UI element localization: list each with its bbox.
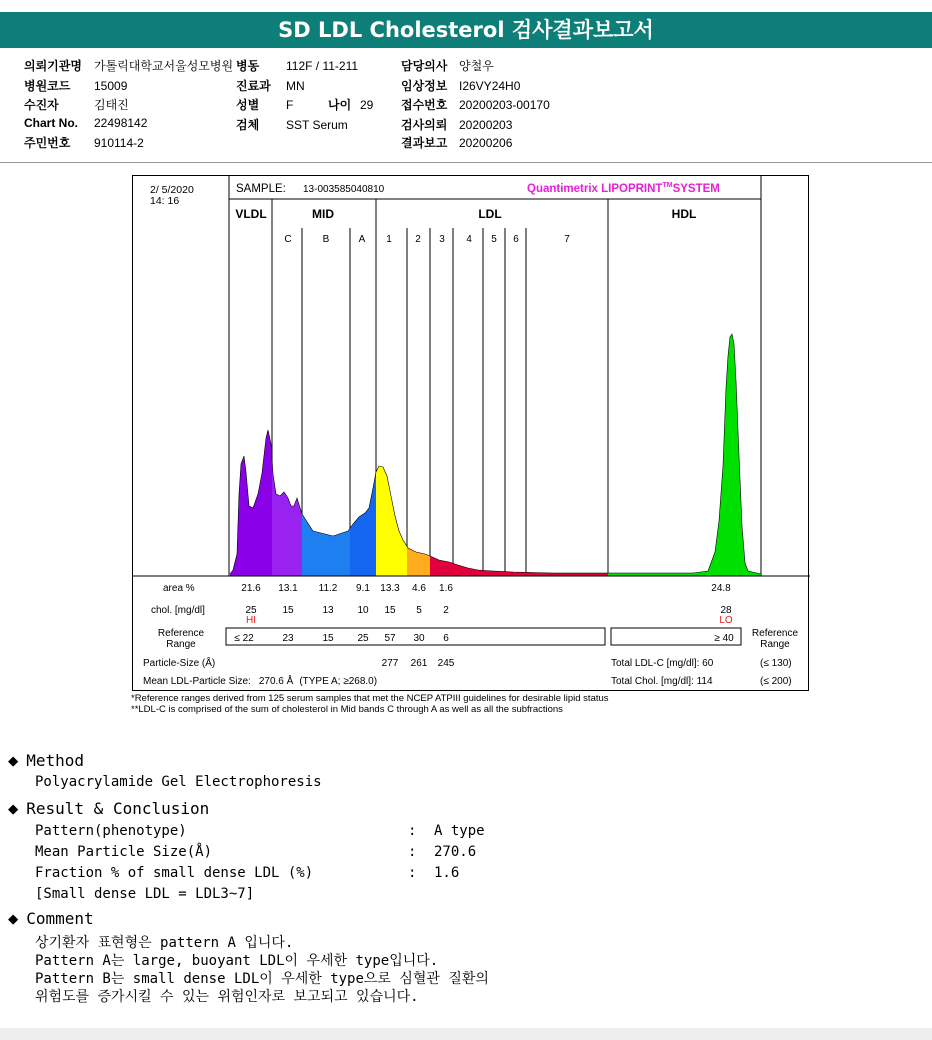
- result-sep: :: [408, 865, 417, 881]
- fill-mid-a: [350, 326, 376, 576]
- zone-mid: MID: [312, 207, 334, 221]
- zone-ldl: LDL: [478, 207, 502, 221]
- band-5-label: 5: [491, 234, 497, 245]
- fill-ldl-small: [453, 326, 608, 576]
- info-ward: 병동 112F / 11-211: [236, 59, 359, 73]
- result-value-size: 270.6: [434, 844, 477, 860]
- diamond-icon: ◆: [8, 799, 19, 819]
- band-b-label: B: [322, 234, 330, 245]
- band-fills: [230, 326, 761, 576]
- row-label-chol: chol. [mg/dl]: [151, 605, 205, 616]
- method-heading: ◆ Method: [8, 751, 85, 771]
- fill-hdl: [608, 326, 761, 576]
- lipoprint-report: [132, 175, 809, 691]
- ref-right-label2: Range: [760, 639, 790, 650]
- info-specimen: 검체 SST Serum: [236, 118, 348, 132]
- area-row: [241, 583, 731, 594]
- fill-mid-b: [302, 326, 350, 576]
- zone-vldl: VLDL: [235, 207, 267, 221]
- info-report-date: 결과보고 20200206: [401, 136, 513, 150]
- info-age: 나이 29: [328, 98, 374, 112]
- area-ldl1: 13.3: [380, 583, 400, 594]
- lipoprint-graph: [133, 176, 810, 692]
- band-a-label: A: [358, 234, 366, 245]
- info-department: 진료과 MN: [236, 79, 305, 93]
- area-vldl: 21.6: [241, 583, 261, 594]
- ref-hdl: ≥ 40: [714, 633, 734, 644]
- footnote-1: *Reference ranges derived from 125 serum samples that met the NCEP ATPIII guidelines for desirable lipid status: [131, 693, 609, 704]
- area-b: 11.2: [318, 583, 338, 594]
- total-ldl-ref: (≤ 130): [760, 658, 792, 669]
- total-chol: Total Chol. [mg/dl]: 114: [611, 676, 713, 687]
- chol-ldl1: 15: [384, 605, 396, 616]
- method-text: Polyacrylamide Gel Electrophoresis: [35, 774, 322, 790]
- sample-label: SAMPLE:: [236, 183, 286, 195]
- area-a: 9.1: [356, 583, 370, 594]
- fill-ldl2: [407, 326, 430, 576]
- header-divider: [0, 162, 932, 163]
- info-receipt-no: 접수번호 20200203-00170: [401, 98, 550, 112]
- chol-ldl2: 5: [416, 605, 422, 616]
- comment-line-2: Pattern A는 large, buoyant LDL이 우세한 type입니다.: [35, 953, 439, 969]
- result-value-pattern: A type: [434, 823, 485, 839]
- ref-ldl1: 57: [384, 633, 396, 644]
- ref-right-label1: Reference: [751, 628, 799, 639]
- system-name: Quantimetrix LIPOPRINT™SYSTEM: [527, 182, 720, 195]
- bottom-bar: [0, 1028, 932, 1040]
- row-label-psize: Particle-Size (Å): [143, 658, 216, 669]
- report-time: 14: 16: [150, 195, 180, 207]
- row-label-mean: Mean LDL-Particle Size: 270.6 Å (TYPE A; ≥268.0): [143, 676, 378, 687]
- chol-b: 13: [322, 605, 334, 616]
- result-value-fraction: 1.6: [434, 865, 460, 881]
- info-doctor: 담당의사 양철우: [401, 59, 494, 73]
- result-sep: :: [408, 823, 417, 839]
- chol-hdl: 28: [720, 605, 732, 616]
- diamond-icon: ◆: [8, 909, 19, 929]
- area-ldl2: 4.6: [412, 583, 426, 594]
- band-3-label: 3: [439, 234, 445, 245]
- total-chol-ref: (≤ 200): [760, 676, 792, 687]
- chol-ldl3: 2: [443, 605, 449, 616]
- flag-hi: HI: [246, 615, 256, 626]
- result-label-size: Mean Particle Size(Å): [35, 844, 213, 860]
- info-request-date: 검사의뢰 20200203: [401, 118, 513, 132]
- diamond-icon: ◆: [8, 751, 19, 771]
- comment-heading: ◆ Comment: [8, 909, 94, 929]
- chol-a: 10: [357, 605, 369, 616]
- sample-id: 13-003585040810: [303, 184, 385, 195]
- band-6-label: 6: [513, 234, 519, 245]
- result-label-pattern: Pattern(phenotype): [35, 823, 187, 839]
- psize-ldl2: 261: [410, 658, 428, 669]
- footnote-2: **LDL-C is comprised of the sum of cholesterol in Mid bands C through A as well as all the subfractions: [131, 704, 563, 715]
- fill-mid-c: [272, 326, 302, 576]
- fill-ldl3: [430, 326, 453, 576]
- area-ldl3: 1.6: [439, 583, 453, 594]
- band-1-label: 1: [386, 234, 392, 245]
- info-hospital-code: 병원코드 15009: [24, 79, 128, 93]
- chol-vldl: 25: [245, 605, 257, 616]
- fill-vldl: [230, 326, 272, 576]
- result-sep: :: [408, 844, 417, 860]
- info-chart-no: Chart No. 22498142: [24, 116, 148, 130]
- total-ldl: Total LDL-C [mg/dl]: 60: [611, 658, 714, 669]
- band-c-label: C: [284, 234, 292, 245]
- info-resident-no: 주민번호 910114-2: [24, 136, 144, 150]
- particle-size-row: [382, 658, 455, 669]
- result-note: [Small dense LDL = LDL3~7]: [35, 886, 255, 902]
- band-4-label: 4: [466, 234, 472, 245]
- info-institution: 의뢰기관명 가톨릭대학교서울성모병원: [24, 59, 234, 73]
- row-label-ref2: Range: [166, 639, 196, 650]
- ref-vldl: ≤ 22: [234, 633, 254, 644]
- chol-row: [245, 605, 732, 616]
- result-label-fraction: Fraction % of small dense LDL (%): [35, 865, 314, 881]
- info-clinical: 임상정보 I26VY24H0: [401, 79, 521, 93]
- ref-b: 15: [322, 633, 334, 644]
- ref-ldl2: 30: [413, 633, 425, 644]
- area-hdl: 24.8: [711, 583, 731, 594]
- band-2-label: 2: [415, 234, 421, 245]
- row-label-area: area %: [163, 583, 195, 594]
- ref-c: 23: [282, 633, 294, 644]
- info-patient-name: 수진자 김태진: [24, 98, 129, 112]
- comment-line-4: 위험도를 증가시킬 수 있는 위험인자로 보고되고 있습니다.: [35, 989, 419, 1005]
- flag-lo: LO: [719, 615, 733, 626]
- comment-line-3: Pattern B는 small dense LDL이 우세한 type으로 심혈관 질환의: [35, 971, 489, 987]
- result-heading: ◆ Result & Conclusion: [8, 799, 210, 819]
- ref-row: [234, 633, 734, 644]
- report-date: 2/ 5/2020: [150, 184, 194, 196]
- ref-a: 25: [357, 633, 369, 644]
- ref-ldl3: 6: [443, 633, 449, 644]
- comment-line-1: 상기환자 표현형은 pattern A 입니다.: [35, 935, 294, 951]
- psize-ldl3: 245: [437, 658, 455, 669]
- chol-c: 15: [282, 605, 294, 616]
- info-sex: 성별 F: [236, 98, 294, 112]
- area-c: 13.1: [278, 583, 298, 594]
- report-title: SD LDL Cholesterol 검사결과보고서: [0, 12, 932, 48]
- row-label-ref1: Reference: [157, 628, 205, 639]
- psize-ldl1: 277: [381, 658, 399, 669]
- zone-hdl: HDL: [671, 207, 697, 221]
- band-7-label: 7: [564, 234, 570, 245]
